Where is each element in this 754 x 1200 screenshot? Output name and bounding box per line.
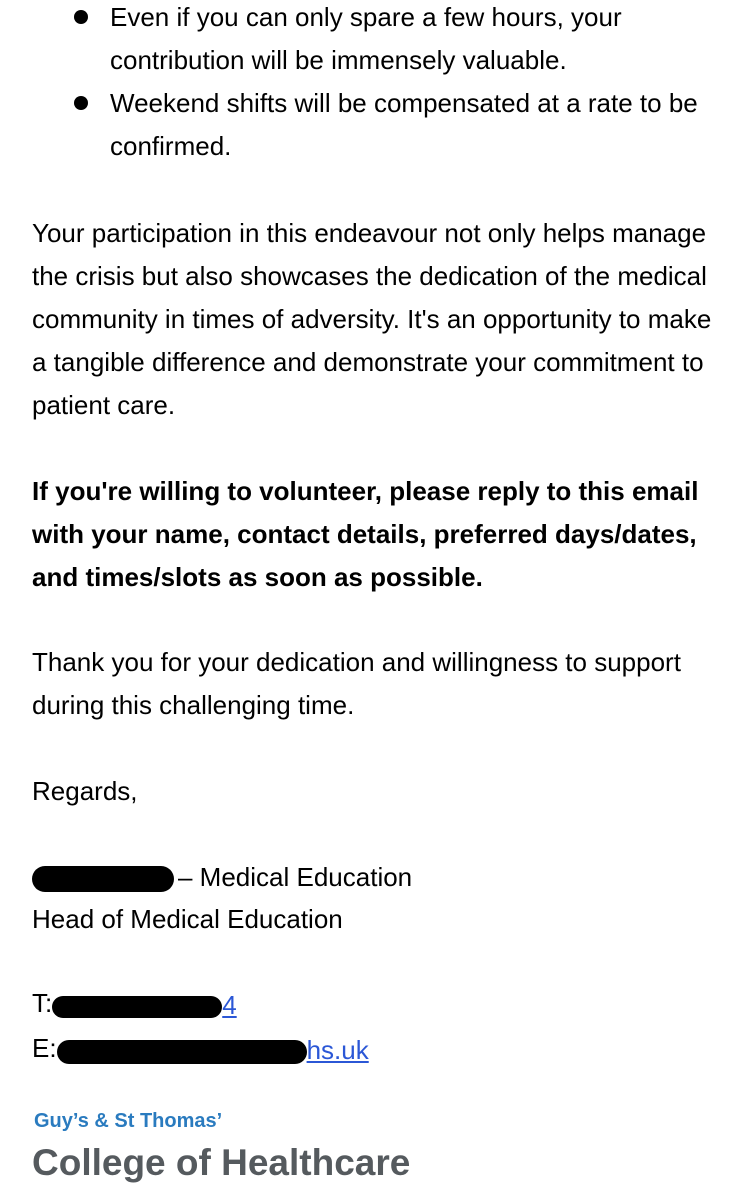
regards-text: Regards, bbox=[32, 776, 138, 806]
phone-visible-tail: 4 bbox=[222, 989, 237, 1020]
email-link[interactable] bbox=[57, 1029, 369, 1072]
thanks-paragraph: Thank you for your dedication and willingness to support during this challenging time. bbox=[32, 647, 681, 720]
logo-org-name: Guy’s & St Thomas’ bbox=[34, 1110, 223, 1132]
department-suffix: – Medical Education bbox=[178, 862, 413, 892]
email-label: E: bbox=[32, 1033, 57, 1063]
email-visible-tail: hs.uk bbox=[306, 1034, 369, 1065]
email-line bbox=[32, 1027, 369, 1072]
signature-title: Head of Medical Education bbox=[32, 904, 343, 934]
call-to-action-paragraph: If you're willing to volunteer, please reply to this email with your name, contact details, preferred days/dates, and times/slots as soon as possible. bbox=[32, 476, 699, 592]
redacted-name bbox=[32, 866, 174, 892]
phone-line bbox=[32, 982, 237, 1027]
list-item: Even if you can only spare a few hours, your contribution will be immensely valuable. bbox=[0, 0, 754, 82]
logo-college-name: College of Healthcare bbox=[32, 1142, 411, 1183]
list-item: Weekend shifts will be compensated at a rate to be confirmed. bbox=[0, 82, 754, 168]
signature-name-line bbox=[32, 856, 732, 899]
redacted-phone bbox=[52, 996, 222, 1018]
college-logo bbox=[32, 1108, 452, 1188]
phone-label: T: bbox=[32, 988, 53, 1018]
redacted-email bbox=[57, 1040, 307, 1064]
phone-link[interactable] bbox=[52, 984, 236, 1027]
bullet-list bbox=[0, 0, 754, 168]
participation-paragraph: Your participation in this endeavour not only helps manage the crisis but also showcases the dedication of the medical community in times of adversity. It's an opportunity to make a tangible difference and demonstrate your commitment to patient care. bbox=[32, 218, 712, 420]
